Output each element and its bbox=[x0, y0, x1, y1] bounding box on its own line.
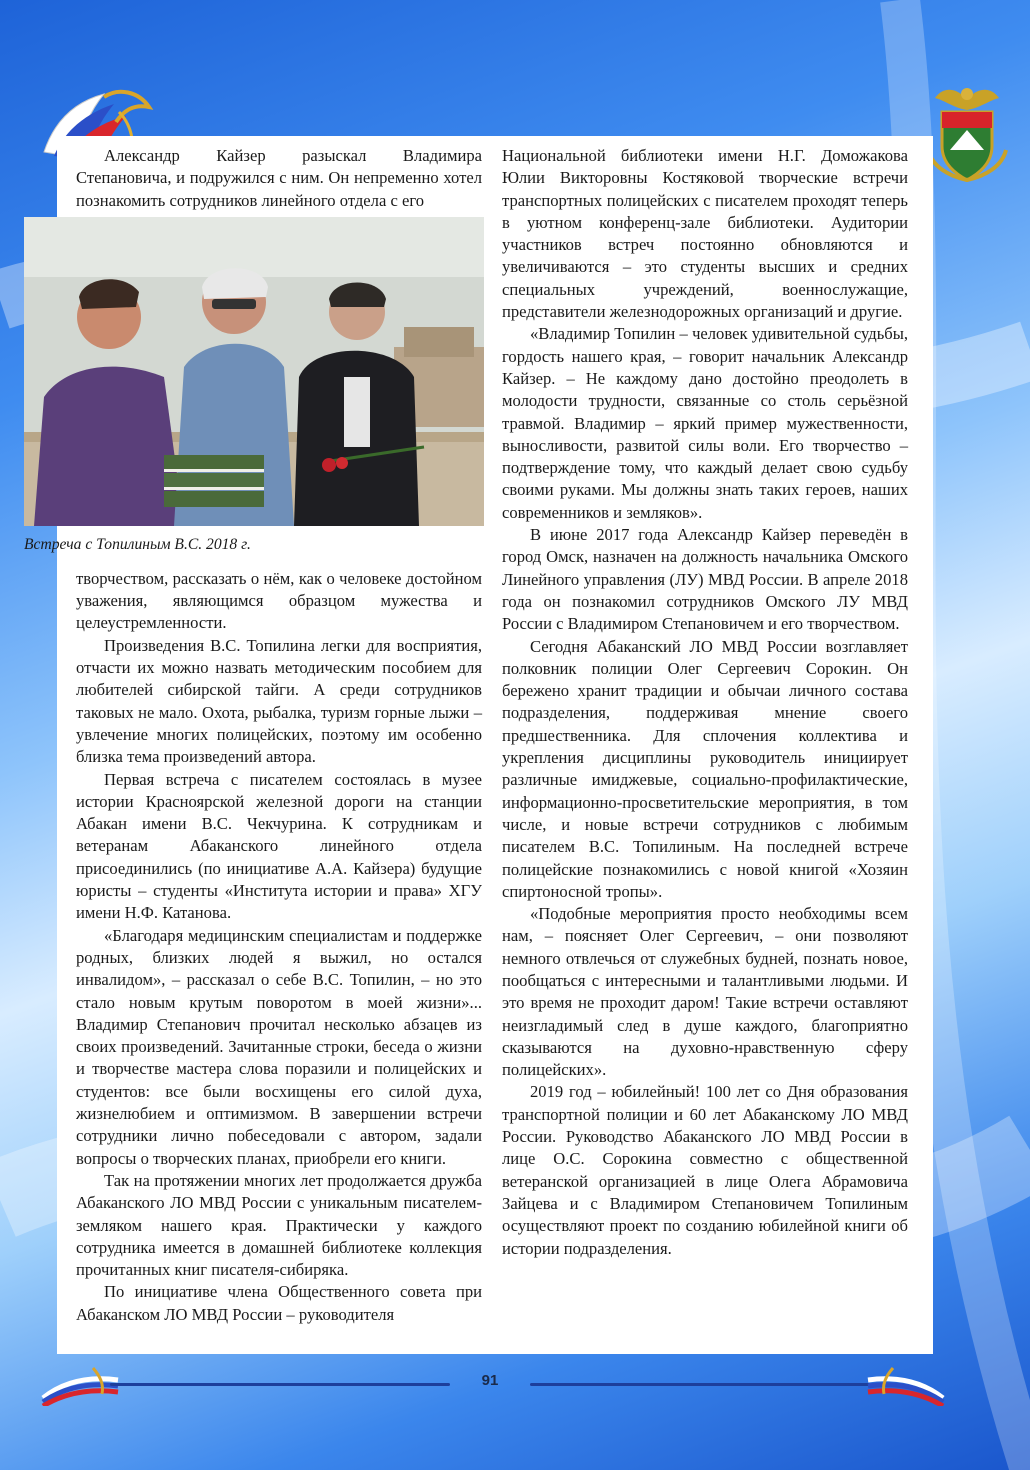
right-column bbox=[502, 145, 908, 1260]
paragraph: Александр Кайзер разыскал Владимира Степановича, и подружился с ним. Он непременно хотел познакомить сотрудников линейного отдела с его bbox=[76, 146, 482, 210]
footer-rule-right bbox=[530, 1383, 870, 1386]
footer-rule-left bbox=[110, 1383, 450, 1386]
paragraph: «Благодаря медицинским специалистам и поддержке родных, близких людей я выжил, но остался инвалидом», – рассказал о себе В.С. Топилин, – но это стало новым крутым поворотом в моей жизни»... Владимир Степанович прочитал несколько абзацев из своих произведений. Зачитанные строки, беседа о жизни и творчестве мастера слова поразили и полицейских и студентов: все были восхищены его силой духа, жизнелюбием и оптимизмом. В завершении встречи сотрудники лично побеседовали с автором, задали вопросы о творческих планах, приобрели его книги. bbox=[76, 925, 482, 1168]
paragraph: Произведения В.С. Топилина легки для восприятия, отчасти их можно назвать методическим пособием для любителей сибирской тайги. А среди сотрудников таковых не мало. Охота, рыбалка, туризм горные лыжи – увлечение многих полицейских, поэтому им особенно близка тема произведений автора. bbox=[76, 635, 482, 767]
paragraph: По инициативе члена Общественного совета при Абаканском ЛО МВД России – руководителя bbox=[76, 1282, 482, 1324]
paragraph: 2019 год – юбилейный! 100 лет со Дня образования транспортной полиции и 60 лет Абаканскому ЛО МВД России. Руководство Абаканского ЛО МВД России в лице О.С. Сорокина совместно с общественной ветеранской организацией в лице Олега Абрамовича Зайцева и с Владимиром Степановичем Топилиным осуществляют проект по созданию юбилейной книги об истории подразделения. bbox=[502, 1082, 908, 1258]
photo-caption: Встреча с Топилиным В.С. 2018 г. bbox=[24, 535, 251, 553]
paragraph: В июне 2017 года Александр Кайзер переведён в город Омск, назначен на должность начальника Омского Линейного управления (ЛУ) МВД России. В апреле 2018 года он познакомил сотрудников Омского ЛУ МВД России с Владимиром Степановичем и его творчеством. bbox=[502, 525, 908, 634]
paragraph: творчеством, рассказать о нём, как о человеке достойном уважения, являющимся образцом мужества и целеустремленности. bbox=[76, 568, 482, 633]
paragraph: Национальной библиотеки имени Н.Г. Доможакова Юлии Викторовны Костяковой творческие встречи транспортных полицейских с писателем проходят теперь в уютном конференц-зале библиотеки. Аудитории участников встреч постоянно обновляются и увеличиваются – это студенты высших и средних специальных учреждений, военнослужащие, представители железнодорожных организаций и другие. bbox=[502, 146, 908, 322]
footer-flag-ornament-right bbox=[862, 1362, 948, 1406]
paragraph: Сегодня Абаканский ЛО МВД России возглавляет полковник полиции Олег Сергеевич Сорокин. Он бережено хранит традиции и обычаи личного состава подразделения, поддерживая мнение своего предшественника. Для сплочения коллектива и укрепления дисциплины руководитель инициирует различные имиджевые, социально-профилактические, информационно-просветительские мероприятия, в том числе, и новые встречи сотрудников с любимым писателем В.С. Топилиным. На последней встрече полицейские познакомились с новой книгой «Хозяин спиртоносной тропы». bbox=[502, 636, 908, 901]
paragraph: Так на протяжении многих лет продолжается дружба Абаканского ЛО МВД России с уникальным писателем-земляком нашего края. Практически у каждого сотрудника имеется в домашней библиотеке коллекция прочитанных книг писателя-сибиряка. bbox=[76, 1170, 482, 1280]
paragraph: Первая встреча с писателем состоялась в музее истории Красноярской железной дороги на станции Абакан имени В.С. Чекчурина. К сотрудникам и ветеранам Абаканского линейного отдела присоединились (по инициативе А.А. Кайзера) будущие юристы – студенты «Института истории и права» ХГУ имени Н.Ф. Катанова. bbox=[76, 769, 482, 923]
photo-block bbox=[24, 217, 484, 556]
page-number: 91 bbox=[481, 1372, 499, 1389]
paragraph: «Подобные мероприятия просто необходимы всем нам, – поясняет Олег Сергеевич, – они позволяют немного отвлечься от служебных будней, познать новое, пообщаться с интересными и талантливыми людьми. И это время не проходит даром! Такие встречи оставляют неизгладимый след в душе каждого, благоприятно сказываются на духовно-нравственную сферу полицейских». bbox=[502, 904, 908, 1080]
meeting-photo bbox=[24, 217, 484, 526]
police-emblem-icon bbox=[920, 80, 1014, 184]
left-column bbox=[24, 145, 482, 1326]
paragraph: «Владимир Топилин – человек удивительной судьбы, гордость нашего края, – говорит начальник Александр Кайзер. – Не каждому дано достойно преодолеть в молодости трудности, связанные со столь серьёзной травмой. Владимир – яркий пример мужественности, выносливости, развитой силы воли. Его творчество – подтверждение тому, что каждый делает свою судьбу своими руками. Мы должны знать таких героев, наших современников и земляков». bbox=[502, 324, 908, 522]
